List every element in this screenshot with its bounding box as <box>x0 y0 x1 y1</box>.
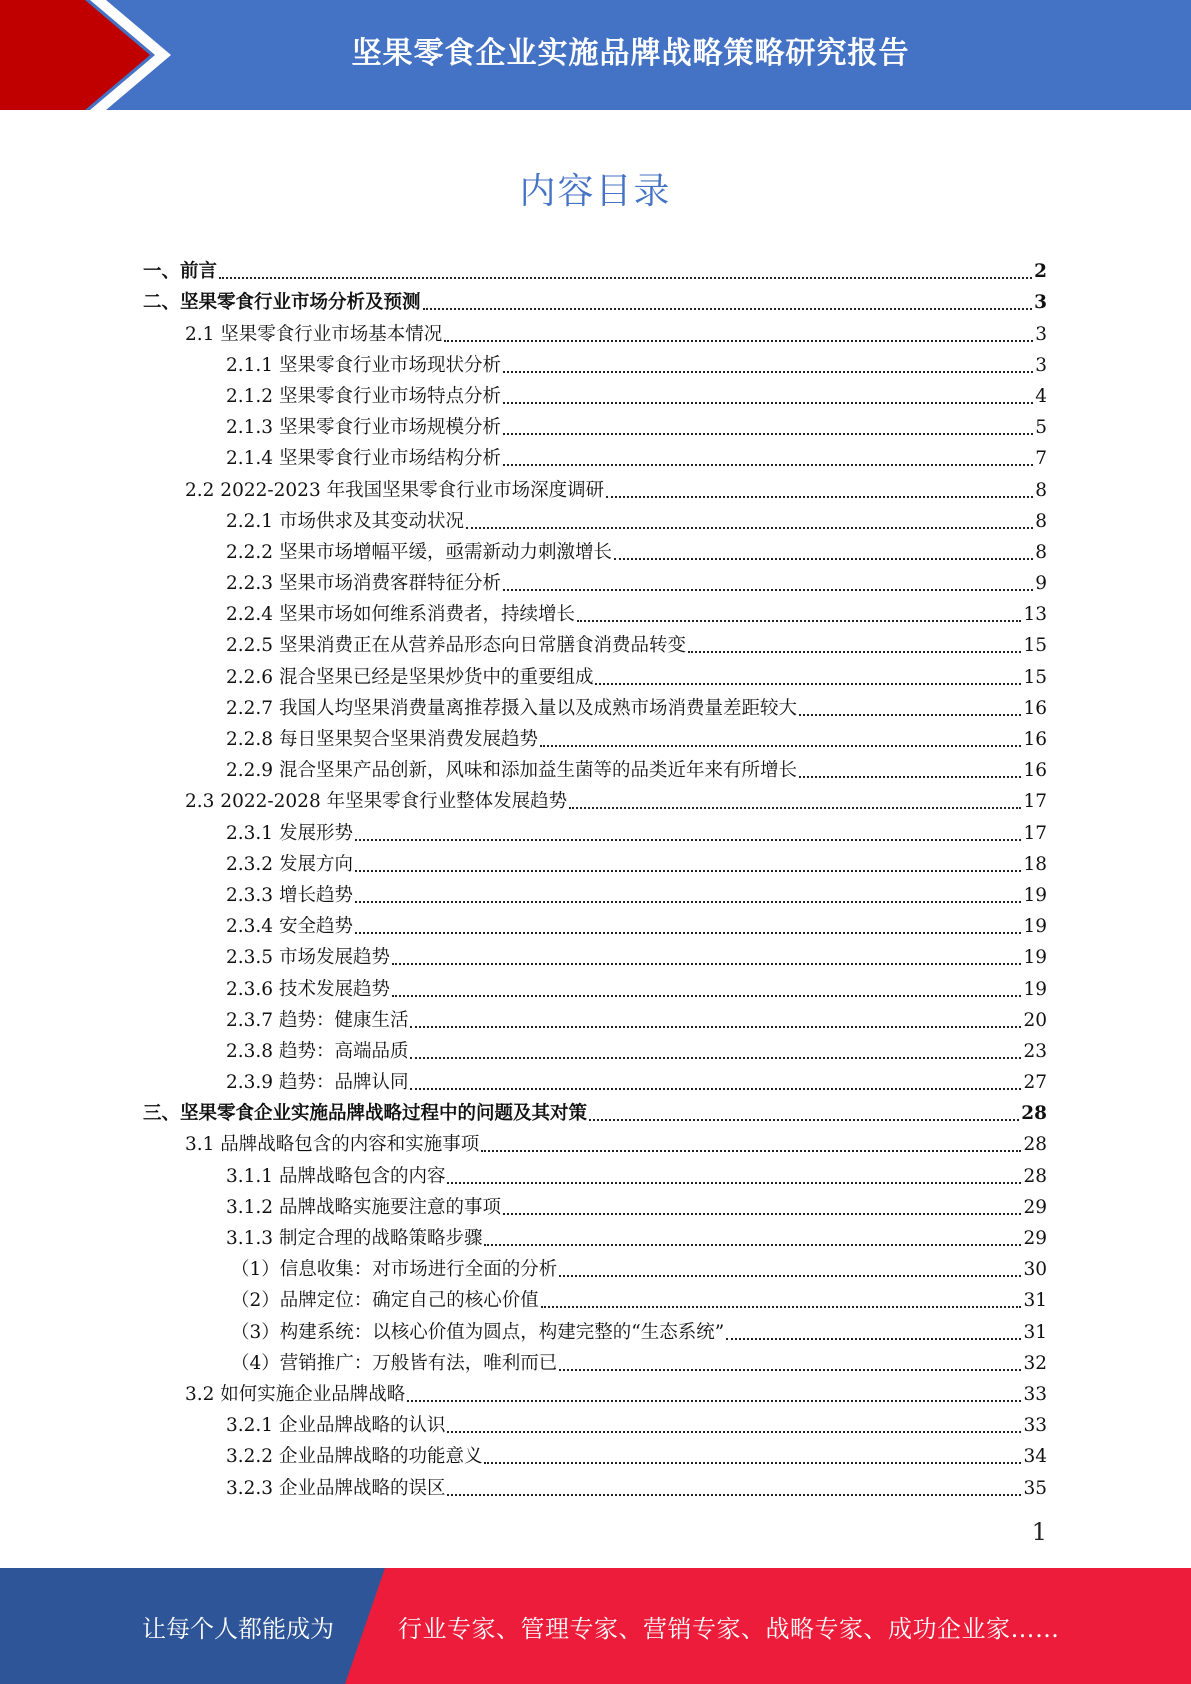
toc-entry[interactable] <box>143 626 1047 657</box>
toc-entry-page: 19 <box>1023 884 1047 906</box>
toc-entry-title: 3.2 如何实施企业品牌战略 <box>185 1383 406 1405</box>
toc-entry-page: 3 <box>1034 292 1047 314</box>
toc-entry-title: 2.3 2022-2028 年坚果零食行业整体发展趋势 <box>185 791 568 813</box>
toc-entry-page: 32 <box>1023 1352 1047 1374</box>
toc-entry[interactable] <box>143 1250 1047 1281</box>
toc-title: 内容目录 <box>519 171 672 212</box>
toc-entry-page: 19 <box>1023 978 1047 1000</box>
toc-entry[interactable] <box>143 502 1047 533</box>
toc-entry[interactable] <box>143 751 1047 782</box>
toc-entry[interactable] <box>143 470 1047 501</box>
toc-leader-dots <box>355 870 1022 872</box>
toc-leader-dots <box>595 683 1021 685</box>
toc-entry-title: 2.3.8 趋势：高端品质 <box>226 1040 409 1062</box>
toc-entry[interactable] <box>143 1281 1047 1312</box>
toc-entry-title: （4）营销推广：万般皆有法，唯利而已 <box>231 1352 558 1374</box>
toc-entry[interactable] <box>143 439 1047 470</box>
toc-entry[interactable] <box>143 1344 1047 1375</box>
toc-entry-page: 7 <box>1035 448 1047 470</box>
toc-entry[interactable] <box>143 1125 1047 1156</box>
toc-entry-page: 23 <box>1023 1040 1047 1062</box>
toc-leader-dots <box>447 1494 1021 1496</box>
toc-entry[interactable] <box>143 969 1047 1000</box>
toc-entry-page: 5 <box>1035 417 1047 439</box>
toc-entry[interactable] <box>143 314 1047 345</box>
toc-entry-page: 29 <box>1023 1228 1047 1249</box>
footer-slogan-left: 让每个人都能成为 <box>142 1614 334 1643</box>
toc-entry[interactable] <box>143 408 1047 439</box>
toc-entry-title: 2.1.4 坚果零食行业市场结构分析 <box>226 448 501 470</box>
toc-entry-title: 2.1 坚果零食行业市场基本情况 <box>185 323 443 345</box>
toc-entry-title: 2.1.3 坚果零食行业市场规模分析 <box>226 417 501 439</box>
toc-entry-title: 2.2.2 坚果市场增幅平缓，亟需新动力刺激增长 <box>226 541 612 563</box>
toc-leader-dots <box>410 1026 1021 1028</box>
toc-entry-page: 9 <box>1035 573 1047 595</box>
toc-entry-title: 2.1.1 坚果零食行业市场现状分析 <box>226 354 501 376</box>
report-title: 坚果零食企业实施品牌战略策略研究报告 <box>351 36 910 71</box>
toc-leader-dots <box>484 1244 1021 1246</box>
toc-leader-dots <box>447 1182 1021 1184</box>
toc-entry-title: （1）信息收集：对市场进行全面的分析 <box>231 1259 558 1281</box>
toc-entry[interactable] <box>143 1219 1047 1250</box>
toc-entry[interactable] <box>143 283 1047 314</box>
toc-entry-page: 17 <box>1023 791 1047 813</box>
toc-leader-dots <box>589 1119 1019 1121</box>
toc-leader-dots <box>614 558 1033 560</box>
toc-leader-dots <box>503 371 1033 373</box>
toc-entry-page: 31 <box>1023 1290 1047 1312</box>
toc-entry-title: 2.3.5 市场发展趋势 <box>226 947 390 969</box>
toc-entry-page: 35 <box>1023 1477 1047 1499</box>
toc-entry-page: 15 <box>1023 635 1047 657</box>
toc-leader-dots <box>541 1306 1022 1308</box>
toc-entry-page: 28 <box>1023 1165 1047 1187</box>
toc-entry-page: 15 <box>1023 666 1047 688</box>
toc-entry[interactable] <box>143 595 1047 626</box>
footer-banner <box>0 1568 1191 1684</box>
toc-leader-dots <box>410 1057 1021 1059</box>
toc-entry-page: 16 <box>1023 697 1047 719</box>
toc-leader-dots <box>606 496 1033 498</box>
toc-leader-dots <box>407 1400 1021 1402</box>
page-number: 1 <box>1031 1518 1047 1546</box>
toc-entry[interactable] <box>143 252 1047 283</box>
toc-entry-page: 18 <box>1023 853 1047 875</box>
toc-entry-title: 2.3.1 发展形势 <box>226 822 353 844</box>
toc-leader-dots <box>559 1275 1021 1277</box>
toc-entry-title: 2.3.9 趋势：品牌认同 <box>226 1072 409 1094</box>
toc-entry-title: （3）构建系统：以核心价值为圆点，构建完整的“生态系统” <box>231 1321 725 1343</box>
toc-entry-title: 2.2.7 我国人均坚果消费量离推荐摄入量以及成熟市场消费量差距较大 <box>226 697 797 719</box>
toc-entry-page: 8 <box>1035 510 1047 532</box>
toc-leader-dots <box>503 433 1033 435</box>
toc-leader-dots <box>410 1088 1021 1090</box>
toc-entry[interactable] <box>143 1094 1047 1125</box>
toc-entry[interactable] <box>143 564 1047 595</box>
toc-entry-title: 3.1 品牌战略包含的内容和实施事项 <box>185 1134 480 1156</box>
toc-entry-page: 33 <box>1023 1415 1047 1437</box>
toc-leader-dots <box>355 901 1022 903</box>
toc-entry-page: 3 <box>1035 323 1047 345</box>
toc-entry-title: 3.2.2 企业品牌战略的功能意义 <box>226 1446 483 1468</box>
toc-entry[interactable] <box>143 1032 1047 1063</box>
toc-leader-dots <box>569 807 1021 809</box>
toc-entry-title: 2.2 2022-2023 年我国坚果零食行业市场深度调研 <box>185 479 605 501</box>
toc-entry-title: 2.2.9 混合坚果产品创新，风味和添加益生菌等的品类近年来有所增长 <box>226 760 797 782</box>
toc-entry[interactable] <box>143 720 1047 751</box>
toc-entry[interactable] <box>143 1001 1047 1032</box>
toc-entry-title: 2.2.4 坚果市场如何维系消费者，持续增长 <box>226 604 575 626</box>
toc-entry-title: 2.2.3 坚果市场消费客群特征分析 <box>226 573 501 595</box>
toc-entry-page: 29 <box>1023 1196 1047 1218</box>
toc-entry-page: 28 <box>1023 1134 1047 1156</box>
toc-entry-page: 19 <box>1023 916 1047 938</box>
toc-entry-title: 2.3.3 增长趋势 <box>226 884 353 906</box>
toc-leader-dots <box>799 714 1021 716</box>
toc-entry[interactable] <box>143 1375 1047 1406</box>
toc-entry[interactable] <box>143 657 1047 688</box>
toc-leader-dots <box>540 745 1021 747</box>
toc-entry-page: 17 <box>1023 822 1047 844</box>
table-of-contents <box>143 252 1047 1500</box>
toc-leader-dots <box>219 277 1032 279</box>
toc-entry-page: 3 <box>1035 354 1047 376</box>
toc-entry-title: 2.3.2 发展方向 <box>226 853 353 875</box>
toc-leader-dots <box>355 839 1022 841</box>
toc-entry-page: 34 <box>1023 1446 1047 1468</box>
toc-entry[interactable] <box>143 1468 1047 1499</box>
toc-leader-dots <box>423 308 1033 310</box>
toc-leader-dots <box>503 589 1033 591</box>
toc-entry-page: 33 <box>1023 1383 1047 1405</box>
toc-leader-dots <box>503 464 1033 466</box>
toc-entry-title: 2.2.1 市场供求及其变动状况 <box>226 510 464 532</box>
toc-entry-title: 2.2.6 混合坚果已经是坚果炒货中的重要组成 <box>226 666 594 688</box>
toc-entry-title: 三、坚果零食企业实施品牌战略过程中的问题及其对策 <box>143 1103 588 1125</box>
toc-entry-title: 3.1.2 品牌战略实施要注意的事项 <box>226 1196 501 1218</box>
toc-entry[interactable] <box>143 1156 1047 1187</box>
toc-entry-page: 28 <box>1021 1103 1047 1125</box>
toc-entry[interactable] <box>143 938 1047 969</box>
toc-leader-dots <box>481 1150 1021 1152</box>
toc-entry-page: 16 <box>1023 729 1047 750</box>
toc-entry-page: 4 <box>1035 385 1047 407</box>
toc-entry-title: 3.2.1 企业品牌战略的认识 <box>226 1415 446 1437</box>
toc-entry-title: 3.1.3 制定合理的战略策略步骤 <box>226 1228 483 1249</box>
toc-entry[interactable] <box>143 1437 1047 1468</box>
footer-slogan-right: 行业专家、管理专家、营销专家、战略专家、成功企业家…… <box>398 1614 1060 1643</box>
toc-entry[interactable] <box>143 346 1047 377</box>
toc-entry-title: 3.2.3 企业品牌战略的误区 <box>226 1477 446 1499</box>
toc-entry[interactable] <box>143 1063 1047 1094</box>
toc-leader-dots <box>799 776 1021 778</box>
toc-entry-page: 2 <box>1034 261 1047 283</box>
toc-entry-title: 2.3.7 趋势：健康生活 <box>226 1009 409 1031</box>
header-banner <box>0 0 1191 110</box>
toc-entry-page: 13 <box>1023 604 1047 626</box>
toc-entry-title: 2.2.8 每日坚果契合坚果消费发展趋势 <box>226 729 538 750</box>
toc-entry-page: 8 <box>1035 479 1047 501</box>
toc-leader-dots <box>466 527 1033 529</box>
toc-entry-page: 8 <box>1035 541 1047 563</box>
toc-entry-title: 3.1.1 品牌战略包含的内容 <box>226 1165 446 1187</box>
header-arrow-decoration <box>0 0 220 110</box>
toc-leader-dots <box>392 995 1021 997</box>
toc-leader-dots <box>444 340 1033 342</box>
toc-leader-dots <box>559 1369 1021 1371</box>
toc-entry[interactable] <box>143 845 1047 876</box>
toc-entry-page: 27 <box>1023 1072 1047 1094</box>
toc-leader-dots <box>688 651 1021 653</box>
toc-entry[interactable] <box>143 1406 1047 1437</box>
toc-leader-dots <box>355 932 1022 934</box>
toc-entry-page: 30 <box>1023 1259 1047 1281</box>
toc-entry[interactable] <box>143 876 1047 907</box>
toc-entry-page: 20 <box>1023 1009 1047 1031</box>
toc-entry-title: 2.3.4 安全趋势 <box>226 916 353 938</box>
toc-entry-title: 一、前言 <box>143 261 218 283</box>
toc-entry[interactable] <box>143 782 1047 813</box>
toc-entry[interactable] <box>143 689 1047 720</box>
toc-entry[interactable] <box>143 813 1047 844</box>
toc-entry-title: 2.2.5 坚果消费正在从营养品形态向日常膳食消费品转变 <box>226 635 686 657</box>
toc-entry-title: 2.1.2 坚果零食行业市场特点分析 <box>226 385 501 407</box>
toc-leader-dots <box>577 620 1021 622</box>
toc-entry-page: 16 <box>1023 760 1047 782</box>
toc-entry-title: 2.3.6 技术发展趋势 <box>226 978 390 1000</box>
toc-entry-page: 19 <box>1023 947 1047 969</box>
toc-leader-dots <box>726 1338 1021 1340</box>
toc-entry[interactable] <box>143 1188 1047 1219</box>
toc-entry-title: （2）品牌定位：确定自己的核心价值 <box>231 1290 539 1312</box>
toc-leader-dots <box>447 1431 1021 1433</box>
toc-leader-dots <box>503 1213 1021 1215</box>
toc-entry-title: 二、坚果零食行业市场分析及预测 <box>143 292 421 314</box>
toc-entry-page: 31 <box>1023 1321 1047 1343</box>
toc-leader-dots <box>484 1462 1021 1464</box>
toc-entry[interactable] <box>143 1312 1047 1343</box>
toc-leader-dots <box>392 963 1021 965</box>
toc-leader-dots <box>503 402 1033 404</box>
toc-entry[interactable] <box>143 377 1047 408</box>
toc-entry[interactable] <box>143 907 1047 938</box>
toc-entry[interactable] <box>143 533 1047 564</box>
